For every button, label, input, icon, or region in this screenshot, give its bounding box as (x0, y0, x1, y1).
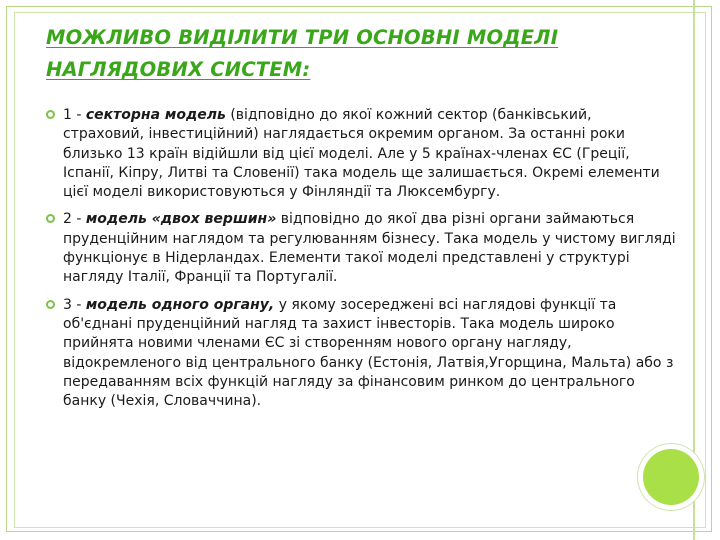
item-description: (відповідно до якої кожний сектор (банківський, страховий, інвестиційний) наглядається окремим органом. За останні роки близько 13 країн відійшли від цієї моделі. Але у 5 країнах-членах ЄС (Греції, Іспанії, Кіпру, Литві та Словенії) така модель ще залишається. Окремі елементи цієї моделі використовуються у Фінляндії та Люксембургу. (63, 107, 660, 201)
bullet-list (46, 106, 676, 419)
right-vertical-rule (693, 0, 695, 540)
circle-bullet-icon (46, 214, 55, 223)
item-description: відповідно до якої два різні органи займаються пруденційним наглядом та регулюванням бізнесу. Така модель у чистому вигляді функціонує в Нідерландах. Елементи такої моделі представлені у структурі нагляду Італії, Франції та Португалії. (63, 211, 676, 286)
decorative-circle (643, 449, 699, 505)
model-term: модель «двох вершин» (85, 211, 277, 228)
slide-title: МОЖЛИВО ВИДІЛИТИ ТРИ ОСНОВНІ МОДЕЛІ НАГЛЯДОВИХ СИСТЕМ: (46, 26, 559, 81)
list-item (46, 106, 676, 202)
model-term: модель одного органу, (85, 296, 275, 313)
list-item (46, 210, 676, 287)
circle-bullet-icon (46, 110, 55, 119)
circle-bullet-icon (46, 300, 55, 309)
list-item (46, 296, 676, 412)
item-number: 1 - (63, 107, 86, 123)
item-number: 3 - (63, 296, 86, 313)
item-description: у якому зосереджені всі наглядові функції та об'єднані пруденційний нагляд та захист інвесторів. Така модель широко прийнята новими членами ЄС зі створенням нового органу нагляду, відокремленого від центрального банку (Естонія, Латвія,Угорщина, Мальта) або з передаванням всіх функцій нагляду за фінансовим ринком до центрального банку (Чехія, Словаччина). (63, 296, 674, 410)
item-number: 2 - (63, 211, 86, 228)
model-term: секторна модель (85, 107, 226, 123)
